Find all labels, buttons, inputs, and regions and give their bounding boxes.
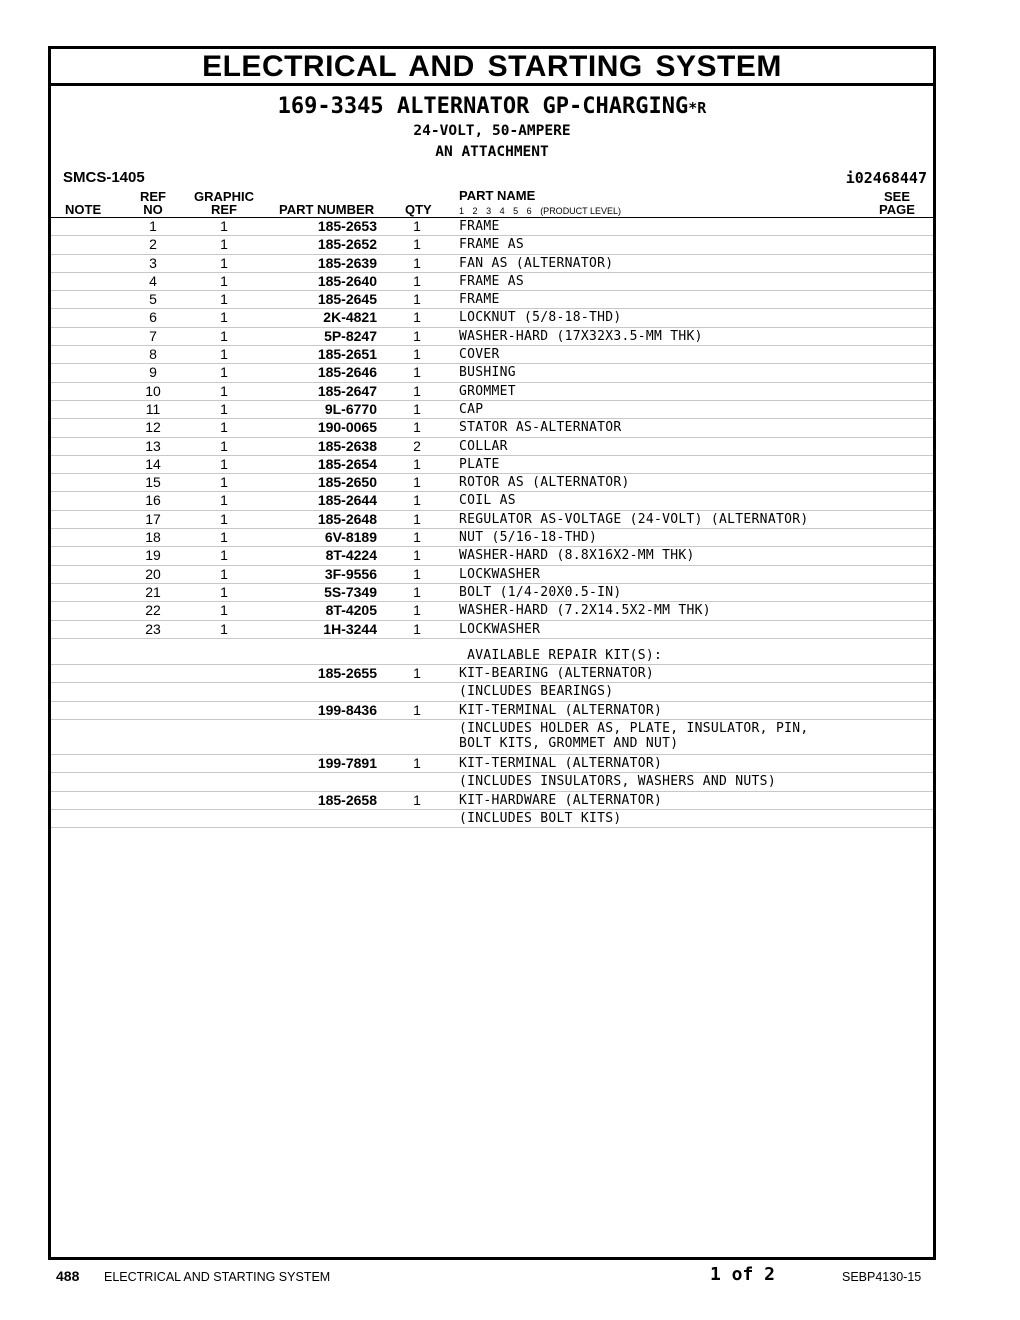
table-row xyxy=(51,474,933,492)
table-row xyxy=(51,236,933,254)
graphic-ref: 1 xyxy=(220,529,228,546)
part-name: GROMMET xyxy=(459,383,516,399)
level-2: 2 xyxy=(472,206,478,216)
quantity: 1 xyxy=(413,236,421,253)
kit-part-number: 185-2658 xyxy=(317,791,377,808)
kit-name: KIT-BEARING (ALTERNATOR) xyxy=(459,666,655,682)
kit-name: KIT-TERMINAL (ALTERNATOR) xyxy=(459,756,663,772)
graphic-ref: 1 xyxy=(220,309,228,326)
quantity: 1 xyxy=(413,272,421,289)
table-row xyxy=(51,584,933,602)
kit-part-number: 199-8436 xyxy=(317,701,377,718)
quantity: 1 xyxy=(413,327,421,344)
table-row xyxy=(51,602,933,620)
part-name: BUSHING xyxy=(459,365,516,381)
graphic-ref: 1 xyxy=(220,565,228,582)
graphic-ref: 1 xyxy=(220,455,228,472)
graphic-ref: 1 xyxy=(220,547,228,564)
ref-no: 1 xyxy=(149,218,157,234)
col-see-top: SEE xyxy=(883,189,910,204)
part-number: 8T-4224 xyxy=(325,547,377,564)
graphic-ref: 1 xyxy=(220,419,228,436)
kit-row xyxy=(51,665,933,683)
part-number: 185-2651 xyxy=(317,346,377,363)
part-number: 185-2644 xyxy=(317,492,377,509)
col-part-name: PART NAME xyxy=(459,188,536,203)
quantity: 1 xyxy=(413,620,421,637)
ref-no: 11 xyxy=(145,400,161,417)
col-see-bottom: PAGE xyxy=(879,202,915,217)
group-title xyxy=(51,94,933,121)
kit-quantity: 1 xyxy=(413,665,421,682)
col-product-levels xyxy=(459,205,621,218)
quantity: 2 xyxy=(413,437,421,454)
ref-no: 9 xyxy=(149,364,157,381)
ref-no: 15 xyxy=(145,474,161,491)
part-name: REGULATOR AS-VOLTAGE (24-VOLT) (ALTERNATOR) xyxy=(459,511,809,527)
quantity: 1 xyxy=(413,565,421,582)
part-number: 185-2639 xyxy=(317,254,377,271)
ref-no: 7 xyxy=(149,327,157,344)
col-graphic-top: GRAPHIC xyxy=(194,189,254,204)
graphic-ref: 1 xyxy=(220,346,228,363)
parts-list xyxy=(51,218,933,639)
kit-name: (INCLUDES BOLT KITS) xyxy=(459,810,622,826)
part-name: STATOR AS-ALTERNATOR xyxy=(459,420,622,436)
table-row xyxy=(51,383,933,401)
part-number: 185-2653 xyxy=(317,218,377,234)
col-graphic-ref xyxy=(193,190,255,216)
col-ref-bottom: NO xyxy=(143,202,163,217)
ref-no: 21 xyxy=(145,583,161,600)
quantity: 1 xyxy=(413,309,421,326)
kit-row xyxy=(51,683,933,701)
graphic-ref: 1 xyxy=(220,492,228,509)
column-header xyxy=(51,189,933,218)
kit-row xyxy=(51,720,933,755)
ref-no: 14 xyxy=(145,455,161,472)
part-number: 5P-8247 xyxy=(324,327,377,344)
ref-no: 19 xyxy=(145,547,161,564)
col-qty: QTY xyxy=(405,202,432,217)
graphic-ref: 1 xyxy=(220,400,228,417)
part-name: LOCKWASHER xyxy=(459,566,541,582)
ref-no: 13 xyxy=(145,437,161,454)
ref-no: 4 xyxy=(149,272,157,289)
part-name: FAN AS (ALTERNATOR) xyxy=(459,255,614,271)
level-5: 5 xyxy=(513,206,519,216)
kit-part-number: 199-7891 xyxy=(317,755,377,772)
quantity: 1 xyxy=(413,254,421,271)
part-name: WASHER-HARD (8.8X16X2-MM THK) xyxy=(459,548,695,564)
quantity: 1 xyxy=(413,455,421,472)
graphic-ref: 1 xyxy=(220,364,228,381)
part-number: 185-2648 xyxy=(317,510,377,527)
part-name: FRAME AS xyxy=(459,273,525,289)
kit-name: (INCLUDES BEARINGS) xyxy=(459,684,614,700)
part-name: LOCKNUT (5/8-18-THD) xyxy=(459,310,622,326)
graphic-ref: 1 xyxy=(220,583,228,600)
table-row xyxy=(51,401,933,419)
graphic-ref: 1 xyxy=(220,474,228,491)
part-number: 185-2654 xyxy=(317,455,377,472)
kit-name: KIT-TERMINAL (ALTERNATOR) xyxy=(459,702,663,718)
part-number: 1H-3244 xyxy=(323,620,377,637)
kit-row xyxy=(51,792,933,810)
part-number: 6V-8189 xyxy=(324,529,377,546)
page-footer xyxy=(0,1264,1020,1288)
part-name: FRAME xyxy=(459,292,500,308)
part-name: CAP xyxy=(459,401,484,417)
ref-no: 16 xyxy=(145,492,161,509)
group-header xyxy=(51,94,933,163)
kit-row xyxy=(51,702,933,720)
document-id: SEBP4130-15 xyxy=(842,1270,922,1284)
table-row xyxy=(51,566,933,584)
kit-quantity: 1 xyxy=(413,791,421,808)
table-row xyxy=(51,547,933,565)
section-title: ELECTRICAL AND STARTING SYSTEM xyxy=(202,50,782,83)
table-row xyxy=(51,255,933,273)
col-see-page xyxy=(877,190,917,216)
part-number: 9L-6770 xyxy=(324,400,377,417)
part-name: WASHER-HARD (7.2X14.5X2-MM THK) xyxy=(459,603,711,619)
ref-no: 3 xyxy=(149,254,157,271)
ref-no: 20 xyxy=(145,565,161,582)
part-number: 2K-4821 xyxy=(323,309,377,326)
repair-kits-list xyxy=(51,647,933,828)
table-row xyxy=(51,364,933,382)
graphic-ref: 1 xyxy=(220,254,228,271)
quantity: 1 xyxy=(413,583,421,600)
meta-row xyxy=(51,167,933,189)
table-row xyxy=(51,511,933,529)
graphic-ref: 1 xyxy=(220,620,228,637)
part-number: 185-2650 xyxy=(317,474,377,491)
quantity: 1 xyxy=(413,291,421,308)
kit-name: (INCLUDES INSULATORS, WASHERS AND NUTS) xyxy=(459,774,776,790)
quantity: 1 xyxy=(413,400,421,417)
graphic-ref: 1 xyxy=(220,218,228,234)
table-row xyxy=(51,621,933,639)
quantity: 1 xyxy=(413,547,421,564)
kit-quantity: 1 xyxy=(413,701,421,718)
graphic-ref: 1 xyxy=(220,327,228,344)
quantity: 1 xyxy=(413,382,421,399)
part-number: 185-2647 xyxy=(317,382,377,399)
part-number: 185-2652 xyxy=(317,236,377,253)
quantity: 1 xyxy=(413,364,421,381)
ref-no: 23 xyxy=(145,620,161,637)
quantity: 1 xyxy=(413,529,421,546)
part-name: NUT (5/16-18-THD) xyxy=(459,530,598,546)
ref-no: 6 xyxy=(149,309,157,326)
kit-name: KIT-HARDWARE (ALTERNATOR) xyxy=(459,792,663,808)
part-name: BOLT (1/4-20X0.5-IN) xyxy=(459,584,622,600)
table-row xyxy=(51,456,933,474)
group-subtitle-2: AN ATTACHMENT xyxy=(435,144,549,160)
ref-no: 5 xyxy=(149,291,157,308)
parts-page-frame xyxy=(48,46,936,1260)
quantity: 1 xyxy=(413,474,421,491)
part-number: 190-0065 xyxy=(317,419,377,436)
kits-heading: AVAILABLE REPAIR KIT(S): xyxy=(459,647,663,663)
quantity: 1 xyxy=(413,218,421,234)
ref-no: 22 xyxy=(145,602,161,619)
graphic-ref: 1 xyxy=(220,291,228,308)
table-row xyxy=(51,291,933,309)
graphic-ref: 1 xyxy=(220,236,228,253)
ref-no: 12 xyxy=(145,419,161,436)
part-name: ROTOR AS (ALTERNATOR) xyxy=(459,475,630,491)
part-name: COIL AS xyxy=(459,493,516,509)
graphic-ref: 1 xyxy=(220,382,228,399)
table-row xyxy=(51,328,933,346)
col-part-number: PART NUMBER xyxy=(279,202,375,217)
page-of: 1 of 2 xyxy=(710,1264,776,1285)
kit-name: (INCLUDES HOLDER AS, PLATE, INSULATOR, PIN, BOLT KITS, GROMMET AND NUT) xyxy=(459,721,809,752)
level-3: 3 xyxy=(486,206,492,216)
col-ref-no xyxy=(137,190,169,216)
graphic-ref: 1 xyxy=(220,510,228,527)
illustration-id: i02468447 xyxy=(845,169,927,187)
kit-quantity: 1 xyxy=(413,755,421,772)
table-row xyxy=(51,273,933,291)
col-ref-top: REF xyxy=(140,189,166,204)
col-graphic-bottom: REF xyxy=(211,202,237,217)
kits-heading-row xyxy=(51,647,933,665)
part-name: PLATE xyxy=(459,456,500,472)
graphic-ref: 1 xyxy=(220,437,228,454)
col-note: NOTE xyxy=(65,202,102,217)
kit-row xyxy=(51,773,933,791)
group-title-text: 169-3345 ALTERNATOR GP-CHARGING xyxy=(277,94,689,119)
levels-label: (PRODUCT LEVEL) xyxy=(540,206,622,216)
part-number: 185-2640 xyxy=(317,272,377,289)
quantity: 1 xyxy=(413,419,421,436)
part-number: 3F-9556 xyxy=(324,565,377,582)
quantity: 1 xyxy=(413,510,421,527)
ref-no: 17 xyxy=(145,510,161,527)
quantity: 1 xyxy=(413,602,421,619)
part-number: 185-2646 xyxy=(317,364,377,381)
footer-section: ELECTRICAL AND STARTING SYSTEM xyxy=(104,1270,331,1284)
level-6: 6 xyxy=(526,206,532,216)
part-number: 185-2645 xyxy=(317,291,377,308)
part-name: WASHER-HARD (17X32X3.5-MM THK) xyxy=(459,328,703,344)
table-row xyxy=(51,346,933,364)
section-title-bar xyxy=(51,49,933,86)
group-subtitle-1: 24-VOLT, 50-AMPERE xyxy=(413,123,571,139)
table-row xyxy=(51,419,933,437)
group-title-suffix: *R xyxy=(688,99,707,117)
smcs-code: SMCS-1405 xyxy=(63,169,145,186)
page-number: 488 xyxy=(56,1268,80,1284)
kit-part-number: 185-2655 xyxy=(317,665,377,682)
part-number: 185-2638 xyxy=(317,437,377,454)
quantity: 1 xyxy=(413,492,421,509)
table-row xyxy=(51,529,933,547)
part-name: LOCKWASHER xyxy=(459,621,541,637)
part-name: COVER xyxy=(459,347,500,363)
ref-no: 18 xyxy=(145,529,161,546)
kit-row xyxy=(51,810,933,828)
table-row xyxy=(51,309,933,327)
table-row xyxy=(51,492,933,510)
ref-no: 2 xyxy=(149,236,157,253)
graphic-ref: 1 xyxy=(220,272,228,289)
part-name: COLLAR xyxy=(459,438,508,454)
quantity: 1 xyxy=(413,346,421,363)
part-name: FRAME xyxy=(459,219,500,234)
graphic-ref: 1 xyxy=(220,602,228,619)
kit-row xyxy=(51,755,933,773)
ref-no: 10 xyxy=(145,382,161,399)
table-row xyxy=(51,438,933,456)
table-row xyxy=(51,218,933,236)
part-number: 8T-4205 xyxy=(325,602,377,619)
ref-no: 8 xyxy=(149,346,157,363)
part-number: 5S-7349 xyxy=(324,583,377,600)
level-4: 4 xyxy=(499,206,505,216)
part-name: FRAME AS xyxy=(459,237,525,253)
level-1: 1 xyxy=(459,206,465,216)
